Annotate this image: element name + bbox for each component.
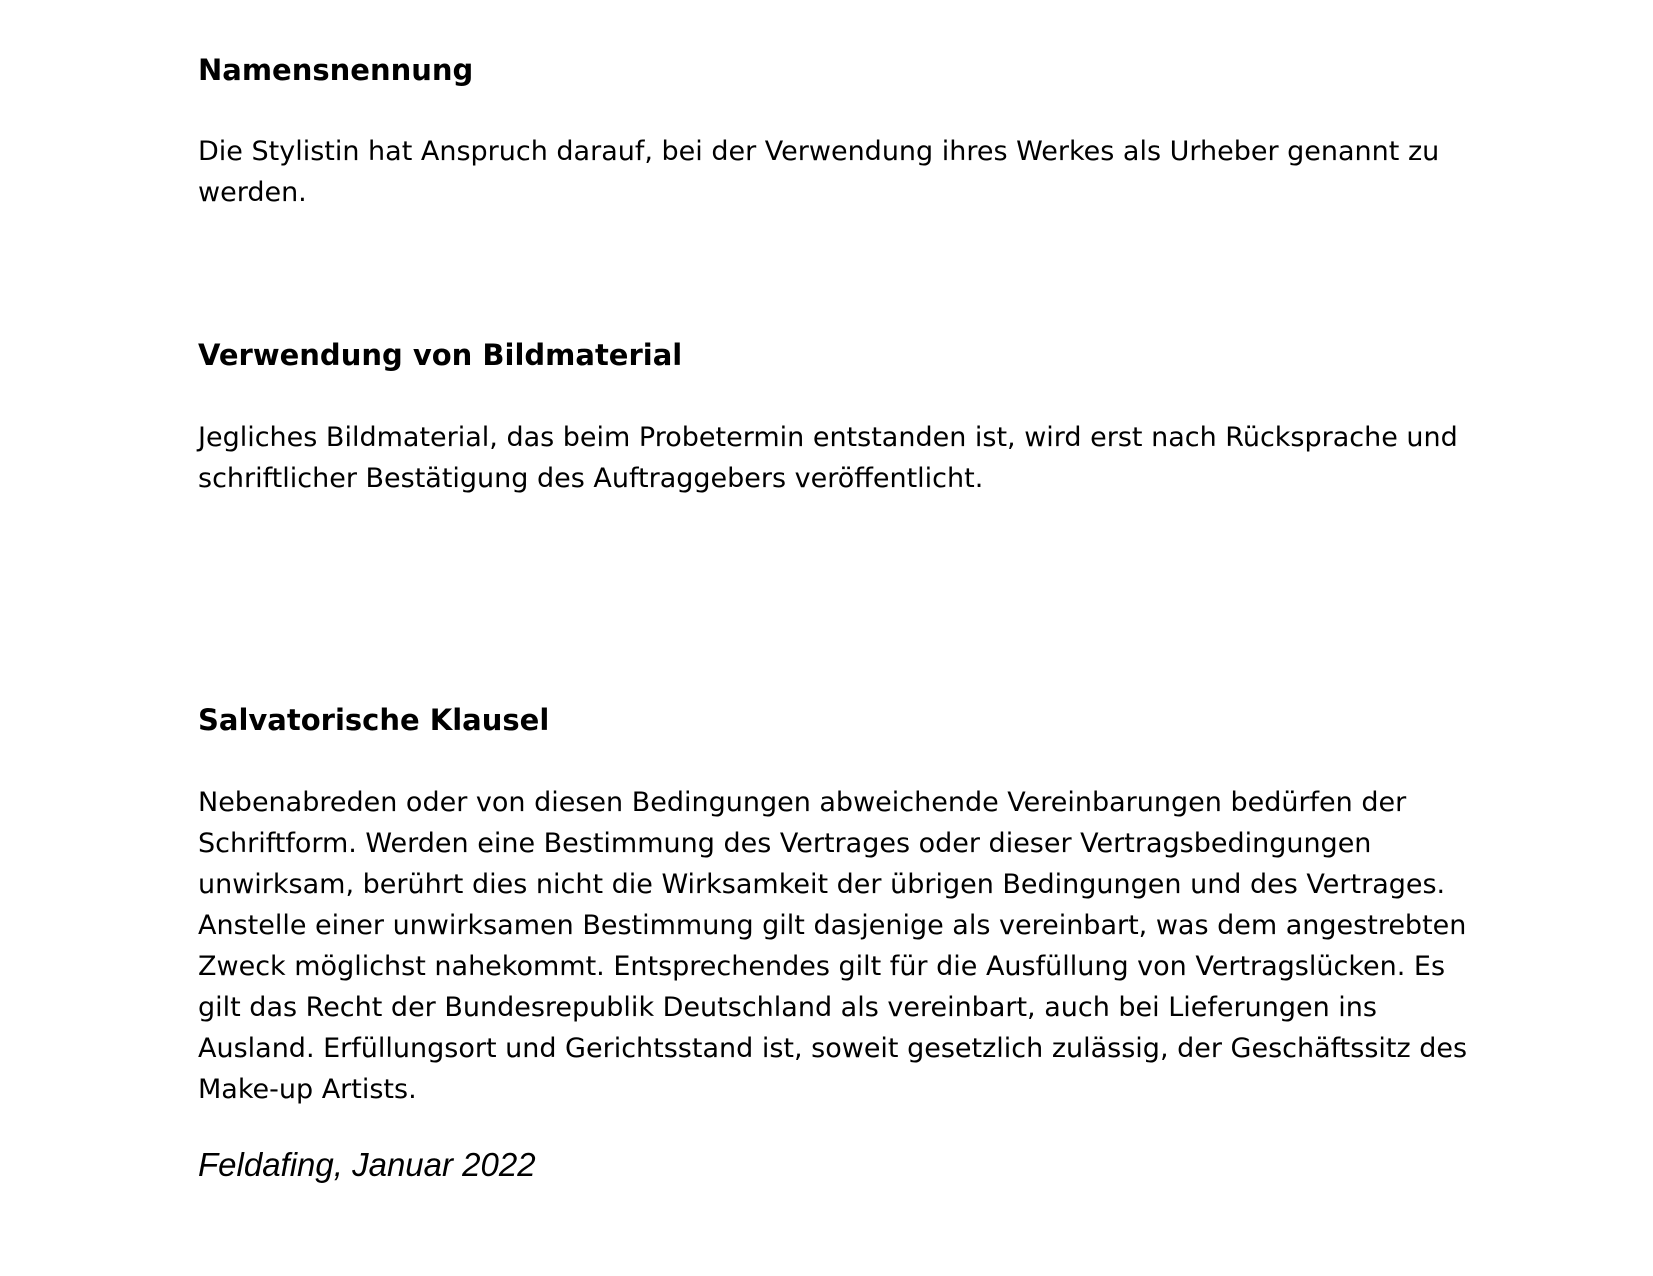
- section-heading-bildmaterial: Verwendung von Bildmaterial: [198, 338, 683, 372]
- section-body-salvatorische-klausel: [198, 782, 1488, 1110]
- section-heading-salvatorische-klausel: Salvatorische Klausel: [198, 703, 550, 737]
- place-and-date: Feldafing, Januar 2022: [198, 1146, 536, 1183]
- section-body-namensnennung: [198, 131, 1488, 213]
- section-heading-namensnennung: Namensnennung: [198, 53, 474, 87]
- paragraph-namensnennung: Die Stylistin hat Anspruch darauf, bei der Verwendung ihres Werkes als Urheber genannt zu werden.: [198, 136, 1440, 208]
- paragraph-salvatorische-klausel: Nebenabreden oder von diesen Bedingungen abweichende Vereinbarungen bedürfen der Schriftform. Werden eine Bestimmung des Vertrages oder dieser Vertragsbedingungen unwirksam, berührt dies nicht die Wirksamkeit der übrigen Bedingungen und des Vertrages. Anstelle einer unwirksamen Bestimmung gilt dasjenige als vereinbart, was dem angestrebten Zweck möglichst nahekommt. Entsprechendes gilt für die Ausfüllung von Vertragslücken. Es gilt das Recht der Bundesrepublik Deutschland als vereinbart, auch bei Lieferungen ins Ausland. Erfüllungsort und Gerichtsstand ist, soweit gesetzlich zulässig, der Geschäftssitz des Make-up Artists.: [198, 787, 1468, 1105]
- paragraph-bildmaterial: Jegliches Bildmaterial, das beim Probetermin entstanden ist, wird erst nach Rücksprache und schriftlicher Bestätigung des Auftraggebers veröffentlicht.: [198, 422, 1458, 494]
- section-body-bildmaterial: [198, 417, 1488, 499]
